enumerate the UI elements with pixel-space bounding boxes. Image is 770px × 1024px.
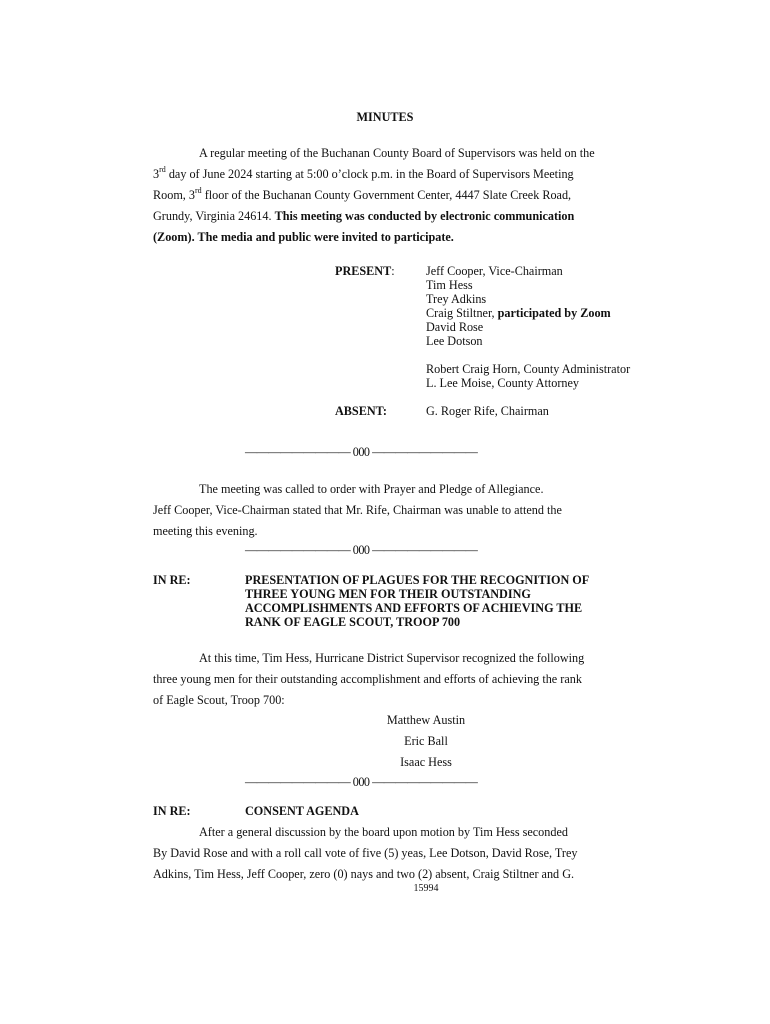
page-number: 15994 xyxy=(413,883,439,894)
separator: ————————— 000 ————————— xyxy=(245,775,478,789)
absent-label: ABSENT: xyxy=(335,404,387,418)
present-member: Lee Dotson xyxy=(426,334,483,348)
intro-line-4: Grundy, Virginia 24614. This meeting was conducted by electronic communication xyxy=(153,209,575,223)
item1-heading-line: ACCOMPLISHMENTS AND EFFORTS OF ACHIEVING THE xyxy=(245,601,583,615)
item2-body-line-3: Adkins, Tim Hess, Jeff Cooper, zero (0) nays and two (2) absent, Craig Stiltner and G. xyxy=(153,867,575,881)
item2-body-line-1: After a general discussion by the board upon motion by Tim Hess seconded xyxy=(199,825,568,839)
present-member: Tim Hess xyxy=(426,278,473,292)
item1-body-line-3: of Eagle Scout, Troop 700: xyxy=(153,693,285,707)
intro-line-2: 3rd day of June 2024 starting at 5:00 o’clock p.m. in the Board of Supervisors Meeting xyxy=(153,164,574,181)
item2-body-line-2: By David Rose and with a roll call vote of five (5) yeas, Lee Dotson, David Rose, Trey xyxy=(153,846,578,860)
separator: ————————— 000 ————————— xyxy=(245,543,478,557)
call-to-order-line-1: The meeting was called to order with Prayer and Pledge of Allegiance. xyxy=(199,482,544,496)
zoom-note: participated by Zoom xyxy=(497,306,611,320)
item1-label: IN RE: xyxy=(153,573,191,587)
scout-name: Matthew Austin xyxy=(386,713,466,727)
call-to-order-line-2: Jeff Cooper, Vice-Chairman stated that Mr. Rife, Chairman was unable to attend the xyxy=(153,503,562,517)
page-title: MINUTES xyxy=(356,110,414,124)
present-member: Trey Adkins xyxy=(426,292,487,306)
intro-line-1: A regular meeting of the Buchanan County Board of Supervisors was held on the xyxy=(199,146,595,160)
intro-line-3: Room, 3rd floor of the Buchanan County Government Center, 4447 Slate Creek Road, xyxy=(153,185,572,202)
present-staff: L. Lee Moise, County Attorney xyxy=(426,376,579,390)
present-label: PRESENT: xyxy=(335,264,395,278)
present-member: David Rose xyxy=(426,320,484,334)
item1-body-line-1: At this time, Tim Hess, Hurricane District Supervisor recognized the following xyxy=(199,651,585,665)
item1-heading-line: PRESENTATION OF PLAGUES FOR THE RECOGNITION OF xyxy=(245,573,590,587)
absent-member: G. Roger Rife, Chairman xyxy=(426,404,549,418)
separator: ————————— 000 ————————— xyxy=(245,445,478,459)
call-to-order-line-3: meeting this evening. xyxy=(153,524,258,538)
present-staff: Robert Craig Horn, County Administrator xyxy=(426,362,631,376)
item2-label: IN RE: xyxy=(153,804,191,818)
item1-body-line-2: three young men for their outstanding accomplishment and efforts of achieving the rank xyxy=(153,672,582,686)
present-member: Jeff Cooper, Vice-Chairman xyxy=(426,264,563,278)
item1-heading-line: RANK OF EAGLE SCOUT, TROOP 700 xyxy=(245,615,461,629)
item1-heading-line: THREE YOUNG MEN FOR THEIR OUTSTANDING xyxy=(245,587,531,601)
intro-line-5: (Zoom). The media and public were invited to participate. xyxy=(153,230,454,244)
item2-heading: CONSENT AGENDA xyxy=(245,804,359,818)
scout-name: Eric Ball xyxy=(404,734,448,748)
present-member: Craig Stiltner, participated by Zoom xyxy=(426,306,611,320)
scout-name: Isaac Hess xyxy=(400,755,452,769)
